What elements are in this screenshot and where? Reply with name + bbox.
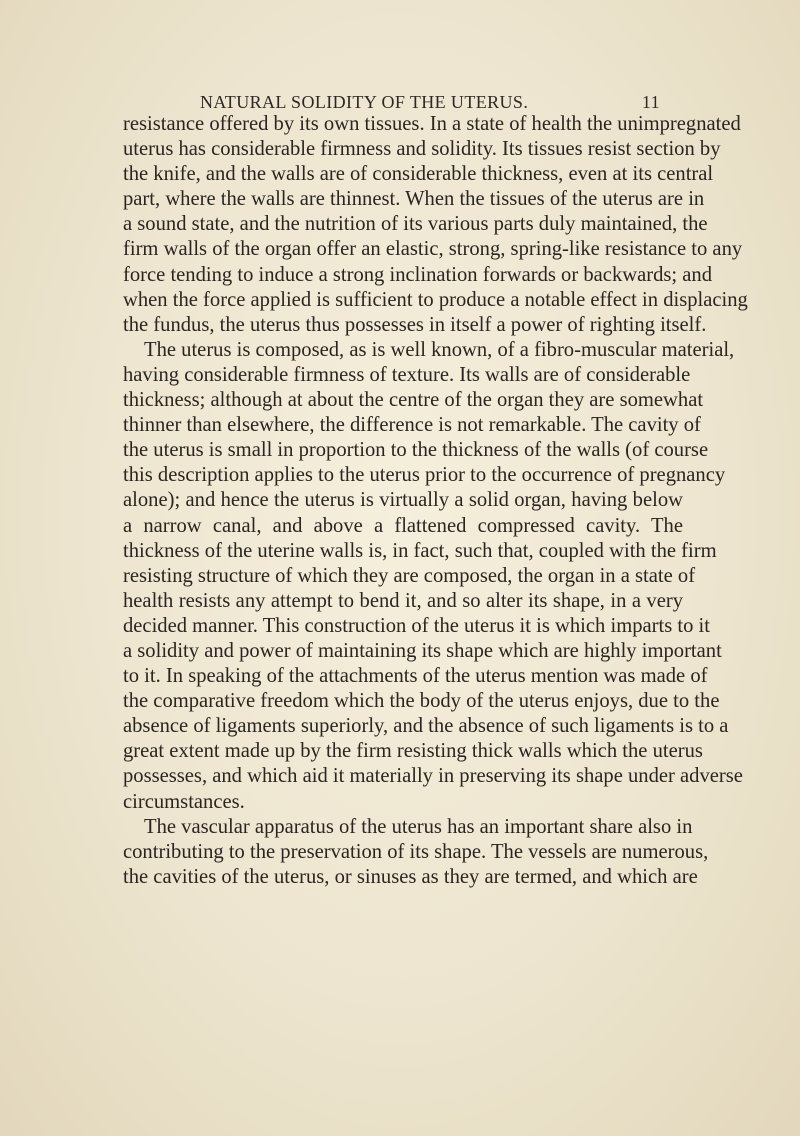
text-line: firm walls of the organ offer an elastic, strong, spring-like resistance to any xyxy=(123,238,743,261)
text-line: great extent made up by the firm resisting thick walls which the uterus xyxy=(123,740,703,763)
text-line: a narrow canal, and above a flattened compressed cavity. The xyxy=(123,514,683,537)
text-line: contributing to the preservation of its shape. The vessels are numerous, xyxy=(123,840,709,863)
text-line: decided manner. This construction of the uterus it is which imparts to it xyxy=(123,614,711,637)
text-line: part, where the walls are thinnest. When the tissues of the uterus are in xyxy=(123,188,705,211)
text-line: thinner than elsewhere, the difference is not remarkable. The cavity of xyxy=(123,414,701,437)
text-line: circumstances. xyxy=(123,790,245,813)
text-line: absence of ligaments superiorly, and the absence of such ligaments is to a xyxy=(123,715,729,738)
text-line: the uterus is small in proportion to the thickness of the walls (of course xyxy=(123,439,709,462)
text-line: the knife, and the walls are of considerable thickness, even at its central xyxy=(123,163,714,186)
text-line: the comparative freedom which the body of the uterus enjoys, due to the xyxy=(123,690,720,713)
text-line: resisting structure of which they are composed, the organ in a state of xyxy=(123,564,696,587)
page-number: 11 xyxy=(641,92,660,112)
text-line: resistance offered by its own tissues. In a state of health the unimpregnated xyxy=(123,113,741,135)
text-line: a sound state, and the nutrition of its various parts duly maintained, the xyxy=(123,213,708,236)
text-line: to it. In speaking of the attachments of the uterus mention was made of xyxy=(123,665,708,688)
text-line: possesses, and which aid it materially in preserving its shape under adverse xyxy=(123,765,743,788)
text-line: alone); and hence the uterus is virtually a solid organ, having below xyxy=(123,489,683,512)
text-line: when the force applied is sufficient to produce a notable effect in displacing xyxy=(123,288,748,311)
text-line: uterus has considerable firmness and solidity. Its tissues resist section by xyxy=(123,138,721,161)
running-title: NATURAL SOLIDITY OF THE UTERUS. xyxy=(200,92,529,112)
text-line: thickness of the uterine walls is, in fact, such that, coupled with the firm xyxy=(123,539,717,562)
text-line: the fundus, the uterus thus possesses in itself a power of righting itself. xyxy=(123,313,707,336)
text-line: thickness; although at about the centre of the organ they are somewhat xyxy=(123,389,704,412)
text-line: health resists any attempt to bend it, and so alter its shape, in a very xyxy=(123,589,683,612)
text-line: The uterus is composed, as is well known, of a fibro-muscular material, xyxy=(144,338,735,361)
text-line: a solidity and power of maintaining its shape which are highly important xyxy=(123,639,722,662)
text-line: force tending to induce a strong inclination forwards or backwards; and xyxy=(123,263,713,286)
text-line: the cavities of the uterus, or sinuses as they are termed, and which are xyxy=(123,865,698,888)
body-text xyxy=(123,112,748,890)
text-line: this description applies to the uterus prior to the occurrence of pregnancy xyxy=(123,464,726,487)
text-line: The vascular apparatus of the uterus has an important share also in xyxy=(144,815,693,838)
text-line: having considerable firmness of texture. Its walls are of considerable xyxy=(123,363,691,386)
